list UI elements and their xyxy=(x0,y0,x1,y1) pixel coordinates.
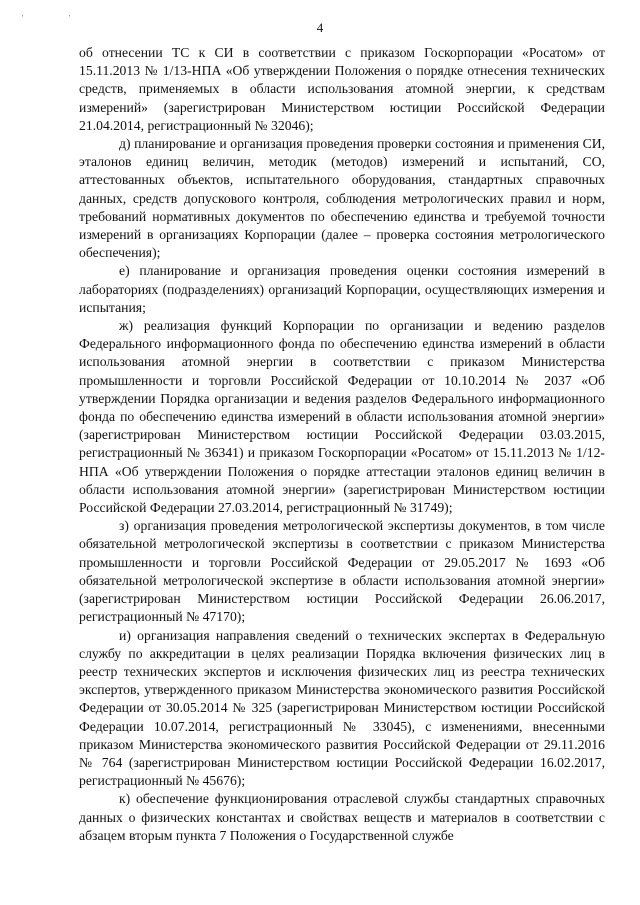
paragraph-item-d: д) планирование и организация проведения проверки состояния и применения СИ, эталонов единиц величин, методик (методов) измерений и испытаний, СО, аттестованных объектов, испытательного оборудования, стандартных справочных данных, средств допускового контроля, соблюдения метрологических правил и норм, требований нормативных документов по обеспечению единства и требуемой точности измерений в организациях Корпорации (далее – проверка состояния метрологического обеспечения); xyxy=(79,136,605,261)
document-body xyxy=(79,44,605,845)
paragraph-item-k: к) обеспечение функционирования отраслевой службы стандартных справочных данных о физических константах и свойствах веществ и материалов в соответствии с абзацем вторым пункта 7 Положения о Государственной службе xyxy=(79,791,605,843)
paragraph-continuation: об отнесении ТС к СИ в соответствии с приказом Госкорпорации «Росатом» от 15.11.2013 № 1/13-НПА «Об утверждении Положения о порядке отнесения технических средств, применяемых в области использования атомной энергии, к средствам измерений» (зарегистрирован Министерством юстиции Российской Федерации 21.04.2014, регистрационный № 32046); xyxy=(79,45,605,133)
paragraph-item-e: е) планирование и организация проведения оценки состояния измерений в лабораториях (подразделениях) организаций Корпорации, осуществляющих измерения и испытания; xyxy=(79,263,605,315)
paragraph-item-i: и) организация направления сведений о технических экспертах в Федеральную службу по аккредитации в целях реализации Порядка включения физических лиц в реестр технических экспертов и исключения физических лиц из реестра технических экспертов, утвержденного приказом Министерства экономического развития Российской Федерации от 30.05.2014 № 325 (зарегистрирован Министерством юстиции Российской Федерации 10.07.2014, регистрационный № 33045), с изменениями, внесенными приказом Министерства экономического развития Российской Федерации от 29.11.2016 № 764 (зарегистрирован Министерством юстиции Российской Федерации 16.02.2017, регистрационный № 45676); xyxy=(79,627,605,789)
page-number: 4 xyxy=(316,20,324,35)
paragraph-item-z: з) организация проведения метрологической экспертизы документов, в том числе обязательной метрологической экспертизы в соответствии с приказом Министерства промышленности и торговли Российской Федерации от 29.05.2017 № 1693 «Об обязательной метрологической экспертизе в области использования атомной энергии» (зарегистрирован Министерством юстиции Российской Федерации 26.06.2017, регистрационный № 47170); xyxy=(79,518,605,625)
scan-margin-marks: ' ' xyxy=(22,14,93,22)
paragraph-item-zh: ж) реализация функций Корпорации по организации и ведению разделов Федерального информационного фонда по обеспечению единства измерений в области использования атомной энергии в соответствии с приказом Министерства промышленности и торговли Российской Федерации от 10.10.2014 № 2037 «Об утверждении Порядка организации и ведения разделов Федерального информационного фонда по обеспечению единства измерений в области использования атомной энергии» (зарегистрирован Министерством юстиции Российской Федерации 03.03.2015, регистрационный № 36341) и приказом Госкорпорации «Росатом» от 15.11.2013 № 1/12-НПА «Об утверждении Положения о порядке аттестации эталонов единиц величин в области использования атомной энергии» (зарегистрирован Министерством юстиции Российской Федерации 27.03.2014, регистрационный № 31749); xyxy=(79,318,605,516)
